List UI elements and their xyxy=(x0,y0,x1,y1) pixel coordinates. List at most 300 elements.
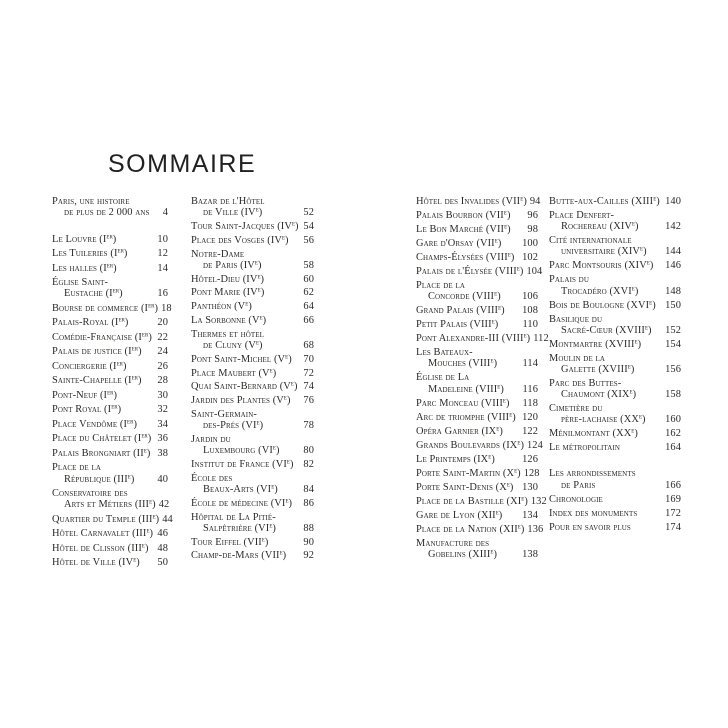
entry-title: Jardin du Luxembourg (VIe) xyxy=(191,433,280,457)
toc-entry xyxy=(416,482,538,493)
entry-title: Panthéon (Ve) xyxy=(191,300,252,313)
entry-page-number: 106 xyxy=(522,291,538,303)
entry-title: Arc de triomphe (VIIIe) xyxy=(416,411,516,423)
toc-entry xyxy=(416,510,538,521)
entry-page-number: 22 xyxy=(157,331,168,343)
toc-entry xyxy=(549,442,681,453)
arrondissement-superscript: e xyxy=(503,209,507,217)
arrondissement-superscript: e xyxy=(640,245,644,253)
entry-title: Comédie-Française (Ier) xyxy=(52,331,152,343)
entry-page-number: 152 xyxy=(665,324,681,336)
toc-entry xyxy=(416,280,538,302)
entry-page-number: 80 xyxy=(303,445,314,457)
arrondissement-superscript: e xyxy=(523,332,527,340)
arrondissement-superscript: e xyxy=(127,473,131,481)
toc-entry xyxy=(191,235,314,246)
toc-entry xyxy=(52,234,168,245)
entry-title: Hôtel des Invalides (VIIe) xyxy=(416,195,527,207)
entry-page-number: 56 xyxy=(303,234,314,246)
entry-title: Pont Marie (IVe) xyxy=(191,286,265,299)
entry-title: Place de la Nation (XIIe) xyxy=(416,523,525,535)
entry-title: Butte-aux-Cailles (XIIIe) xyxy=(549,195,660,207)
entry-page-number: 38 xyxy=(157,447,168,459)
entry-title: Place de la Concorde (VIIIe) xyxy=(416,280,501,303)
entry-page-number: 44 xyxy=(162,513,173,525)
entry-page-number: 66 xyxy=(303,314,314,326)
entry-title: Basilique du Sacré-Cœur (XVIIIe) xyxy=(549,313,652,336)
toc-entry xyxy=(416,468,538,479)
toc-entry xyxy=(416,439,543,451)
entry-title: Place Vendôme (Ier) xyxy=(52,418,137,430)
entry-page-number: 118 xyxy=(522,397,538,409)
entry-title: Moulin de la Galette (XVIIIe) xyxy=(549,352,635,376)
toc-entry xyxy=(52,375,168,386)
toc-entry xyxy=(191,409,314,431)
toc-entry xyxy=(191,301,314,312)
toc-entry xyxy=(549,274,681,296)
entry-title: Bourse de commerce (Ier) xyxy=(52,302,159,314)
toc-entry xyxy=(191,354,314,365)
toc-entry xyxy=(52,513,173,525)
entry-page-number: 46 xyxy=(157,528,168,540)
entry-title: Ménilmontant (XXe) xyxy=(549,427,638,440)
toc-entry xyxy=(416,426,538,437)
arrondissement-superscript: er xyxy=(111,403,118,411)
entry-title: Les halles (Ier) xyxy=(52,262,117,274)
entry-title: Cité internationale universitaire (XIVe) xyxy=(549,235,647,258)
entry-page-number: 26 xyxy=(157,360,168,372)
entry-page-number: 64 xyxy=(303,301,314,313)
toc-entry xyxy=(549,210,681,232)
entry-page-number: 30 xyxy=(157,389,168,401)
entry-page-number: 156 xyxy=(665,364,681,376)
entry-page-number: 114 xyxy=(522,358,538,370)
arrondissement-superscript: er xyxy=(112,287,120,295)
toc-entry xyxy=(191,368,314,379)
entry-page-number: 154 xyxy=(665,338,681,350)
arrondissement-superscript: e xyxy=(256,419,260,427)
toc-entry xyxy=(191,196,314,218)
entry-page-number: 48 xyxy=(157,542,168,554)
entry-page-number: 28 xyxy=(157,375,168,387)
arrondissement-superscript: e xyxy=(269,367,273,375)
toc-entry xyxy=(191,498,314,509)
toc-entry xyxy=(549,508,681,519)
entry-title: Hôpital de La Pitié- Salpêtrière (VIe) xyxy=(191,511,276,534)
toc-entry xyxy=(416,252,538,263)
arrondissement-superscript: e xyxy=(254,259,258,267)
toc-entry xyxy=(191,459,314,470)
toc-column-3 xyxy=(416,195,549,563)
toc-entry xyxy=(191,221,314,232)
arrondissement-superscript: er xyxy=(106,233,113,241)
entry-page-number: 60 xyxy=(303,273,314,285)
arrondissement-superscript: e xyxy=(502,397,506,405)
toc-entry xyxy=(52,248,168,259)
arrondissement-superscript: e xyxy=(491,318,495,326)
arrondissement-superscript: e xyxy=(644,324,649,332)
entry-title: Cimetière du père-lachaise (XXe) xyxy=(549,403,646,426)
arrondissement-superscript: e xyxy=(507,251,511,259)
entry-page-number: 174 xyxy=(665,521,681,533)
entry-title: Pont-Neuf (Ier) xyxy=(52,389,118,401)
entry-title: Porte Saint-Denis (Xe) xyxy=(416,481,514,493)
entry-title: Pont Royal (Ier) xyxy=(52,403,122,416)
toc-entry xyxy=(416,412,538,423)
entry-page-number: 34 xyxy=(157,418,168,430)
entry-page-number: 136 xyxy=(527,523,544,535)
entry-page-number: 58 xyxy=(303,259,314,271)
toc-entry xyxy=(52,419,168,430)
entry-page-number: 10 xyxy=(157,233,168,245)
entry-page-number: 74 xyxy=(303,381,314,393)
entry-page-number: 122 xyxy=(522,425,538,437)
arrondissement-superscript: e xyxy=(520,195,524,203)
entry-page-number: 70 xyxy=(303,353,314,365)
entry-page-number: 92 xyxy=(303,550,314,562)
toc-entry xyxy=(416,372,538,394)
entry-title: Palais-Royal (Ier) xyxy=(52,316,129,329)
arrondissement-superscript: e xyxy=(146,527,150,535)
toc-entry xyxy=(191,287,314,298)
arrondissement-superscript: e xyxy=(498,304,502,312)
entry-page-number: 36 xyxy=(157,433,168,445)
arrondissement-superscript: e xyxy=(638,413,643,421)
arrondissement-superscript: e xyxy=(629,388,633,396)
entry-page-number: 16 xyxy=(157,288,168,300)
toc-entry xyxy=(191,329,314,351)
toc-entry xyxy=(52,332,168,343)
entry-title: Jardin des Plantes (Ve) xyxy=(191,394,291,407)
arrondissement-superscript: er xyxy=(116,360,124,368)
entry-page-number: 142 xyxy=(665,221,681,233)
entry-title: Champ-de-Mars (VIIe) xyxy=(191,549,287,562)
toc-entry xyxy=(549,428,681,439)
entry-page-number: 110 xyxy=(522,319,538,331)
toc-entry xyxy=(416,538,538,560)
entry-title: École de médecine (VIe) xyxy=(191,497,293,509)
arrondissement-superscript: er xyxy=(127,418,134,426)
arrondissement-superscript: e xyxy=(514,467,518,475)
toc-entry xyxy=(549,314,681,336)
toc-entry xyxy=(52,404,168,415)
toc-entry xyxy=(52,462,168,484)
arrondissement-superscript: er xyxy=(141,331,149,339)
toc-entry xyxy=(191,434,314,456)
toc-entry xyxy=(416,319,538,330)
toc-entry xyxy=(416,454,538,465)
toc-entry xyxy=(52,263,168,274)
arrondissement-superscript: e xyxy=(490,357,494,365)
entry-title: Place de la Bastille (XIe) xyxy=(416,495,528,507)
toc-entry xyxy=(52,390,168,401)
entry-title: Place Maubert (Ve) xyxy=(191,367,277,379)
entry-page-number: 84 xyxy=(303,483,314,495)
entry-page-number: 62 xyxy=(303,287,314,299)
arrondissement-superscript: e xyxy=(281,234,286,242)
toc-column-2 xyxy=(191,196,314,564)
toc-entry xyxy=(416,210,538,221)
entry-page-number: 102 xyxy=(522,252,538,263)
toc-entry xyxy=(191,315,314,326)
toc-entry xyxy=(52,448,168,459)
arrondissement-superscript: e xyxy=(517,523,521,531)
entry-page-number: 90 xyxy=(303,536,314,548)
arrondissement-superscript: e xyxy=(291,220,296,228)
toc-entry xyxy=(416,347,538,369)
arrondissement-superscript: e xyxy=(261,536,265,544)
arrondissement-superscript: e xyxy=(290,380,294,388)
toc-entry xyxy=(549,353,681,375)
entry-title: Gare de Lyon (XIIe) xyxy=(416,509,503,521)
toc-entry xyxy=(191,550,314,561)
entry-title: Hôtel de Ville (IVe) xyxy=(52,556,140,569)
entry-title: Le métropolitain xyxy=(549,442,621,454)
arrondissement-superscript: e xyxy=(271,483,275,491)
entry-title: Église de La Madeleine (VIIIe) xyxy=(416,372,504,395)
toc-column-1 xyxy=(52,196,173,572)
entry-title: Pont Saint-Michel (Ve) xyxy=(191,353,292,365)
arrondissement-superscript: e xyxy=(488,453,492,461)
toc-entry xyxy=(191,537,314,548)
arrondissement-superscript: e xyxy=(494,290,498,298)
arrondissement-superscript: er xyxy=(148,302,155,310)
entry-title: Conservatoire des Arts et Métiers (IIIe) xyxy=(52,488,156,511)
toc-entry xyxy=(52,317,168,328)
toc-entry xyxy=(52,543,168,554)
toc-entry xyxy=(52,528,168,539)
entry-page-number: 124 xyxy=(527,439,543,451)
toc-entry xyxy=(549,403,681,425)
toc-entry xyxy=(191,473,314,495)
entry-title: Institut de France (VIe) xyxy=(191,458,294,470)
toc-entry xyxy=(52,196,168,218)
arrondissement-superscript: e xyxy=(509,411,513,419)
arrondissement-superscript: e xyxy=(149,498,153,506)
toc-entry xyxy=(52,361,168,372)
entry-title: Montmartre (XVIIIe) xyxy=(549,338,642,350)
toc-entry xyxy=(549,522,681,533)
arrondissement-superscript: er xyxy=(141,432,148,440)
entry-title: Chronologie xyxy=(549,493,603,505)
arrondissement-superscript: e xyxy=(504,223,508,231)
toc-entry xyxy=(416,332,549,345)
arrondissement-superscript: er xyxy=(118,316,125,324)
toc-entry xyxy=(52,433,168,444)
toc-entry xyxy=(191,249,314,271)
entry-page-number: 88 xyxy=(303,522,314,534)
arrondissement-superscript: e xyxy=(506,481,510,489)
toc-entry xyxy=(549,196,681,207)
entry-page-number: 108 xyxy=(522,305,538,317)
entry-title: Saint-Germain- des-Prés (VIe) xyxy=(191,408,264,432)
entry-page-number: 140 xyxy=(665,196,681,207)
entry-title: Place Denfert- Rochereau (XIVe) xyxy=(549,210,639,233)
entry-title: Porte Saint-Martin (Xe) xyxy=(416,467,521,479)
arrondissement-superscript: e xyxy=(255,339,260,347)
arrondissement-superscript: e xyxy=(516,265,520,273)
arrondissement-superscript: e xyxy=(285,353,289,361)
toc-entry xyxy=(549,260,681,271)
entry-title: Grand Palais (VIIIe) xyxy=(416,304,505,317)
entry-page-number: 94 xyxy=(529,196,541,207)
toc-entry xyxy=(549,468,681,490)
toc-entry xyxy=(191,395,314,406)
entry-page-number: 130 xyxy=(522,481,538,493)
toc-entry xyxy=(549,378,681,400)
arrondissement-superscript: e xyxy=(631,427,635,435)
entry-title: Bazar de l'Hôtel de Ville (IVe) xyxy=(191,196,265,219)
toc-entry xyxy=(416,305,538,316)
entry-page-number: 32 xyxy=(157,404,168,416)
arrondissement-superscript: e xyxy=(272,444,276,452)
arrondissement-superscript: e xyxy=(257,286,261,294)
entry-title: Parc Montsouris (XIVe) xyxy=(549,259,654,272)
arrondissement-superscript: e xyxy=(269,522,273,530)
entry-title: Hôtel-Dieu (IVe) xyxy=(191,273,265,285)
toc-entry xyxy=(416,495,547,507)
entry-title: Place des Vosges (IVe) xyxy=(191,234,289,246)
arrondissement-superscript: er xyxy=(131,345,139,353)
arrondissement-superscript: e xyxy=(286,458,290,466)
toc-entry xyxy=(191,274,314,285)
arrondissement-superscript: e xyxy=(496,425,500,433)
entry-page-number: 20 xyxy=(157,317,168,329)
entry-title: Sainte-Chapelle (Ier) xyxy=(52,374,142,387)
toc-column-4 xyxy=(549,196,681,536)
entry-title: Thermes et hôtel de Cluny (Ve) xyxy=(191,328,265,351)
toc-entry xyxy=(191,512,314,534)
entry-title: Tour Saint-Jacques (IVe) xyxy=(191,220,299,232)
arrondissement-superscript: e xyxy=(627,363,631,371)
arrondissement-superscript: e xyxy=(285,497,289,505)
entry-page-number: 50 xyxy=(157,557,168,569)
entry-title: Manufacture des Gobelins (XIIIe) xyxy=(416,537,498,560)
entry-page-number: 86 xyxy=(303,497,314,509)
toc-entry xyxy=(549,300,681,311)
arrondissement-superscript: e xyxy=(521,495,525,503)
entry-page-number: 68 xyxy=(303,339,314,351)
entry-title: La Sorbonne (Ve) xyxy=(191,314,267,326)
entry-title: Conciergerie (Ier) xyxy=(52,360,127,372)
entry-page-number: 24 xyxy=(157,346,168,358)
entry-page-number: 12 xyxy=(157,248,168,260)
entry-title: Petit Palais (VIIIe) xyxy=(416,318,499,331)
arrondissement-superscript: e xyxy=(257,273,261,281)
entry-title: Parc Monceau (VIIIe) xyxy=(416,397,510,409)
arrondissement-superscript: e xyxy=(133,556,137,564)
arrondissement-superscript: e xyxy=(490,548,494,556)
entry-page-number: 160 xyxy=(665,414,681,426)
entry-page-number: 164 xyxy=(665,442,681,454)
toc-entry xyxy=(52,557,168,568)
toc-entry xyxy=(416,224,538,235)
entry-page-number: 40 xyxy=(157,473,168,485)
entry-title: Palais Bourbon (VIIe) xyxy=(416,209,511,221)
entry-title: Les Bateaux- Mouches (VIIIe) xyxy=(416,347,498,370)
entry-page-number: 148 xyxy=(665,285,681,297)
toc-entry xyxy=(549,494,681,505)
arrondissement-superscript: e xyxy=(494,237,498,245)
entry-page-number: 162 xyxy=(665,428,681,440)
entry-title: Quartier du Temple (IIIe) xyxy=(52,513,160,525)
entry-title: Quai Saint-Bernard (Ve) xyxy=(191,380,298,393)
entry-page-number: 134 xyxy=(522,509,538,521)
entry-page-number: 104 xyxy=(526,266,543,277)
entry-page-number: 100 xyxy=(522,238,538,249)
arrondissement-superscript: e xyxy=(653,195,657,203)
arrondissement-superscript: er xyxy=(107,389,114,397)
entry-page-number: 18 xyxy=(161,302,172,314)
entry-title: Palais Brongniart (IIe) xyxy=(52,447,151,459)
arrondissement-superscript: e xyxy=(497,383,501,391)
arrondissement-superscript: er xyxy=(131,374,138,382)
entry-title: Le Printemps (IXe) xyxy=(416,453,495,465)
toc-entry xyxy=(191,381,314,392)
entry-page-number: 150 xyxy=(665,299,681,311)
entry-title: Hôtel de Clisson (IIIe) xyxy=(52,542,149,554)
toc-entry xyxy=(52,488,168,510)
arrondissement-superscript: e xyxy=(245,300,249,308)
arrondissement-superscript: e xyxy=(255,206,259,214)
arrondissement-superscript: er xyxy=(106,262,114,270)
entry-page-number: 52 xyxy=(303,207,314,219)
arrondissement-superscript: e xyxy=(141,542,145,550)
toc-entry xyxy=(52,302,172,314)
entry-page-number: 96 xyxy=(527,210,538,221)
entry-page-number: 14 xyxy=(157,262,168,274)
entry-page-number: 76 xyxy=(303,395,314,407)
arrondissement-superscript: e xyxy=(279,549,283,557)
entry-title: Notre-Dame de Paris (IVe) xyxy=(191,248,262,271)
page-title: SOMMAIRE xyxy=(108,150,257,178)
entry-title: Paris, une histoire de plus de 2 000 ans xyxy=(52,196,150,219)
arrondissement-superscript: e xyxy=(634,338,638,346)
entry-title: Champs-Élysées (VIIIe) xyxy=(416,251,515,263)
arrondissement-superscript: e xyxy=(517,439,521,447)
entry-title: Bois de Boulogne (XVIe) xyxy=(549,299,656,311)
toc-entry xyxy=(416,398,538,409)
arrondissement-superscript: e xyxy=(646,259,650,267)
section-gap xyxy=(549,456,681,468)
entry-title: Grands Boulevards (IXe) xyxy=(416,439,524,451)
entry-title: Gare d'Orsay (VIIe) xyxy=(416,237,502,249)
entry-title: Opéra Garnier (IXe) xyxy=(416,425,503,437)
entry-page-number: 132 xyxy=(530,495,547,507)
toc-entry xyxy=(416,195,541,207)
entry-title: Parc des Buttes- Chaumont (XIXe) xyxy=(549,378,637,401)
entry-page-number: 166 xyxy=(665,479,681,491)
arrondissement-superscript: e xyxy=(259,314,263,322)
entry-page-number: 146 xyxy=(665,260,681,272)
entry-title: Les Tuileries (Ier) xyxy=(52,247,128,260)
entry-page-number: 4 xyxy=(162,207,168,219)
entry-page-number: 72 xyxy=(303,367,314,379)
entry-title: Pont Alexandre-III (VIIIe) xyxy=(416,332,531,345)
entry-title: Le Bon Marché (VIIe) xyxy=(416,223,511,235)
arrondissement-superscript: e xyxy=(649,299,653,307)
toc-entry xyxy=(416,523,544,535)
arrondissement-superscript: e xyxy=(495,509,499,517)
entry-title: Index des monuments xyxy=(549,507,638,519)
entry-page-number: 54 xyxy=(303,221,314,232)
arrondissement-superscript: e xyxy=(152,513,156,521)
entry-page-number: 128 xyxy=(523,467,540,479)
entry-title: Les arrondissements de Paris xyxy=(549,468,636,491)
entry-title: Palais du Trocadéro (XVIe) xyxy=(549,274,639,297)
entry-page-number: 144 xyxy=(665,246,681,258)
entry-title: Tour Eiffel (VIIe) xyxy=(191,536,269,548)
